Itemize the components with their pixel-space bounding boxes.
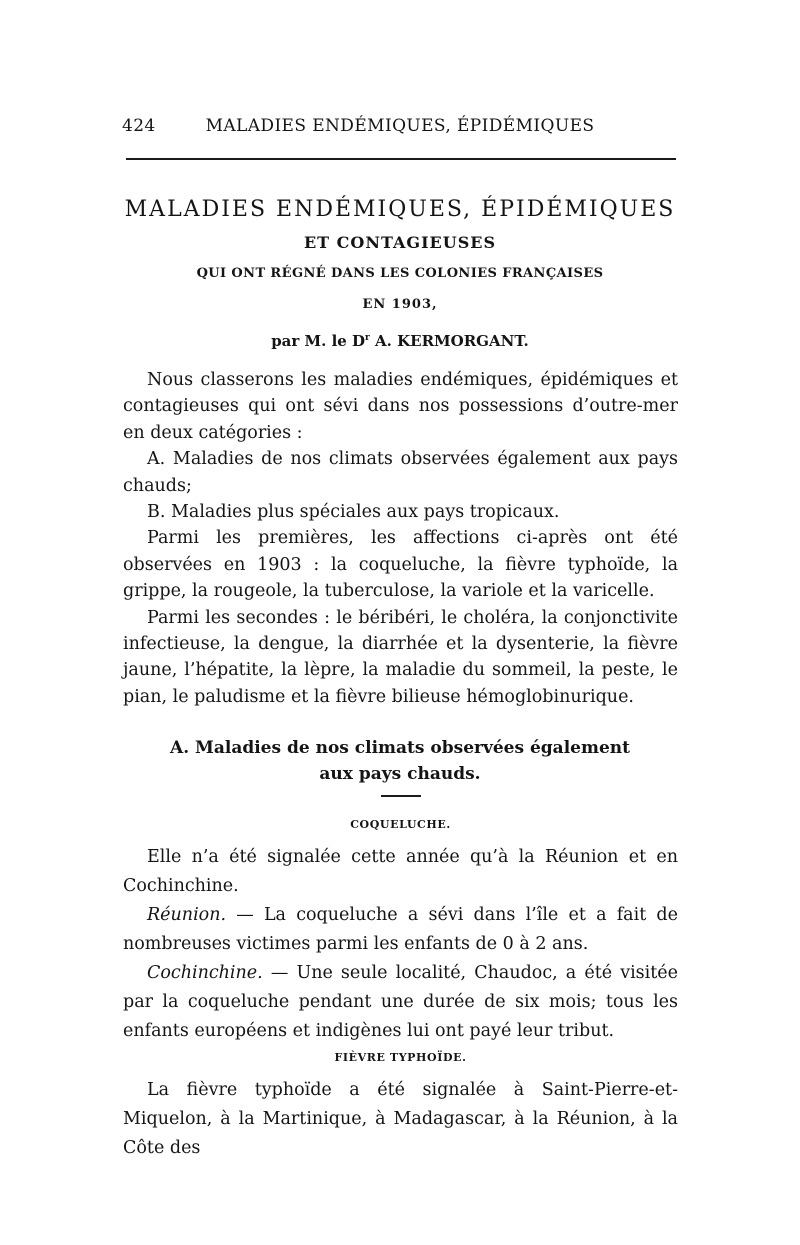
running-title: MALADIES ENDÉMIQUES, ÉPIDÉMIQUES [205, 116, 595, 136]
typhoide-text [123, 1076, 678, 1163]
author-name: A. KERMORGANT. [369, 332, 529, 350]
article-title-block [110, 194, 690, 357]
coqueluche-paragraph-1: Elle n’a été signalée cette année qu’à la Réunion et en Cochinchine. [123, 847, 678, 896]
intro-paragraph-3: B. Maladies plus spéciales aux pays tropicaux. [147, 502, 560, 523]
intro-paragraph-4: Parmi les premières, les affections ci-après ont été observées en 1903 : la coqueluche, la fièvre typhoïde, la grippe, la rougeole, la tuberculose, la variole et la varicelle. [123, 528, 678, 602]
cochinchine-text: — Une seule localité, Chaudoc, a été visitée par la coqueluche pendant une durée de six mois; tous les enfants européens et indigènes lui ont payé leur tribut. [123, 963, 678, 1041]
intro-paragraph-5: Parmi les secondes : le béribéri, le choléra, la conjonctivite infectieuse, la dengue, la diarrhée et la dysenterie, la fièvre jaune, l’hépatite, la lèpre, la maladie du sommeil, la peste, le pian, le paludisme et la fièvre bilieuse hémoglobinurique. [123, 607, 678, 707]
intro-text [123, 367, 678, 710]
section-rule [381, 795, 421, 797]
title-line-3: QUI ONT RÉGNÉ DANS LES COLONIES FRANÇAISES [196, 266, 604, 281]
coqueluche-heading: COQUELUCHE. [350, 818, 451, 831]
reunion-paragraph [123, 901, 678, 959]
typhoide-paragraph-1: La fièvre typhoïde a été signalée à Saint-Pierre-et-Miquelon, à la Martinique, à Madagascar, à la Réunion, à la Côte des [123, 1080, 678, 1158]
intro-paragraph-2: A. Maladies de nos climats observées également aux pays chauds; [123, 449, 678, 496]
reunion-text: — La coqueluche a sévi dans l’île et a fait de nombreuses victimes parmi les enfants de 0 à 2 ans. [123, 905, 678, 954]
section-a-heading [140, 735, 660, 787]
cochinchine-label: Cochinchine. [147, 963, 263, 983]
cochinchine-paragraph [123, 959, 678, 1046]
title-line-4: EN 1903, [362, 297, 438, 312]
title-line-1: MALADIES ENDÉMIQUES, ÉPIDÉMIQUES [124, 197, 676, 222]
author-line [110, 322, 690, 357]
title-line-2: ET CONTAGIEUSES [303, 233, 496, 252]
section-a-heading-line-2: aux pays chauds. [319, 764, 481, 784]
reunion-label: Réunion. [147, 905, 227, 925]
intro-paragraph-1: Nous classerons les maladies endémiques, épidémiques et contagieuses qui ont sévi dans nos possessions d’outre-mer en deux catégories : [123, 370, 678, 443]
author-prefix: par M. le D [271, 332, 366, 350]
coqueluche-text [123, 843, 678, 1046]
section-a-heading-line-1: A. Maladies de nos climats observées également [170, 738, 630, 758]
typhoide-heading: FIÈVRE TYPHOÏDE. [334, 1051, 467, 1064]
page-number: 424 [122, 116, 156, 136]
header-rule [126, 158, 676, 160]
author-sup: r [365, 333, 370, 343]
running-head [122, 116, 678, 146]
